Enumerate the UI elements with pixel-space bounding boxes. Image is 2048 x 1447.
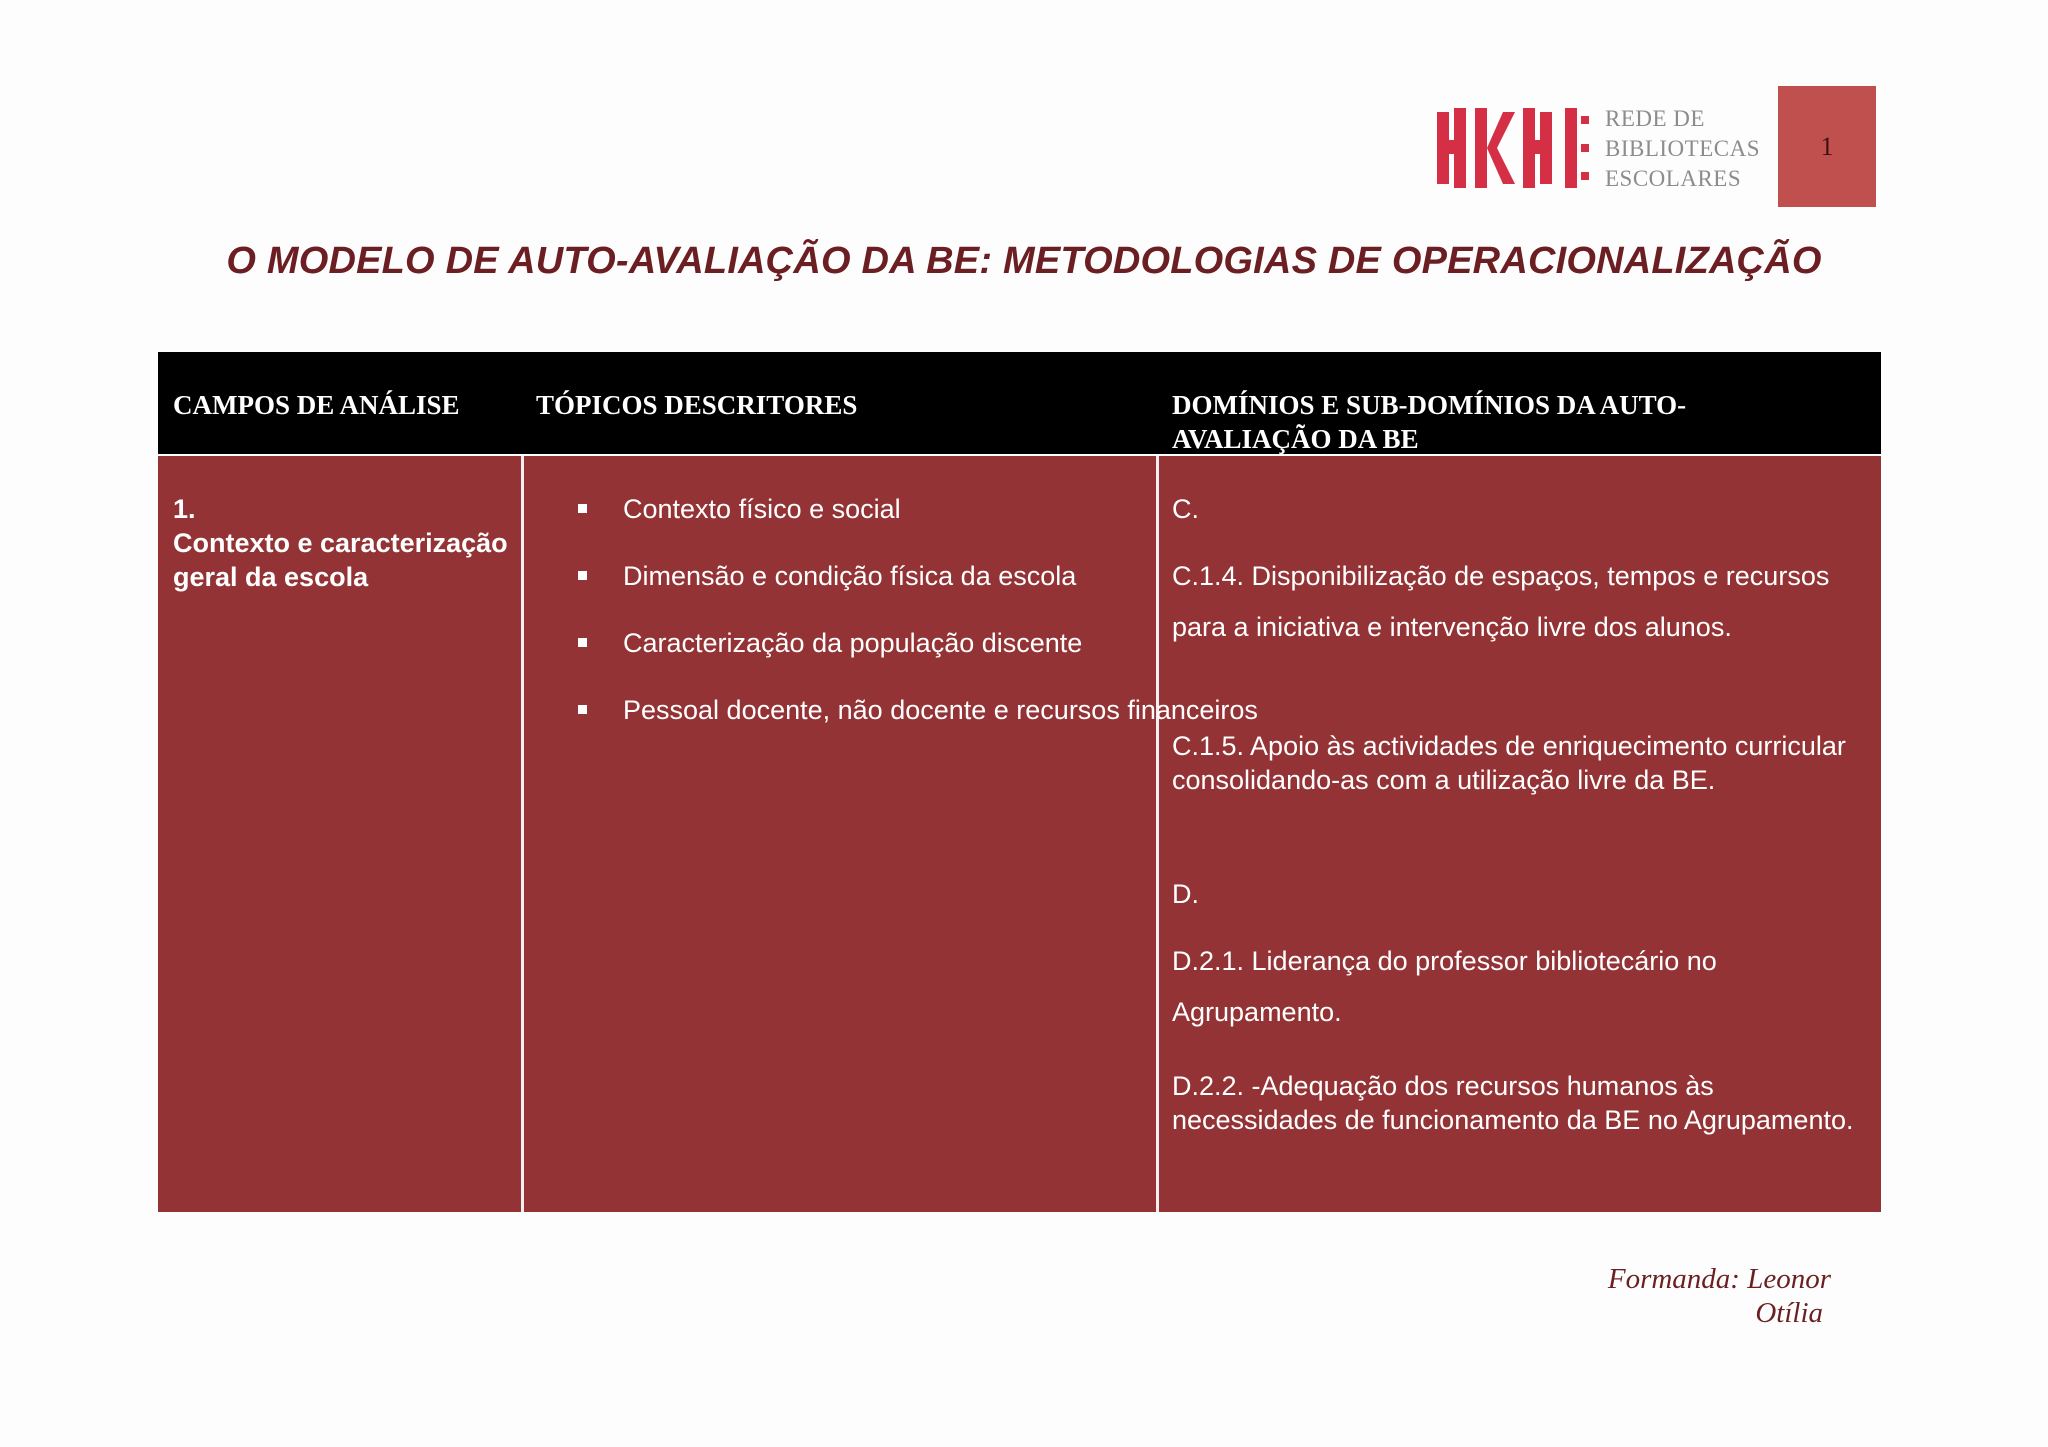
campo-cell [173, 492, 513, 594]
header-topicos: TÓPICOS DESCRITORES [536, 390, 858, 420]
page-title: O MODELO DE AUTO-AVALIAÇÃO DA BE: METODOLOGIAS DE OPERACIONALIZAÇÃO [226, 240, 1822, 282]
dominio-item: C.1.4. Disponibilização de espaços, tempos e recursos para a iniciativa e intervenção livre dos alunos. [1172, 561, 1830, 642]
author-line-2: Otília [1755, 1297, 1823, 1329]
square-bullet-icon [578, 504, 587, 513]
table-header [158, 352, 1881, 454]
square-bullet-icon [578, 571, 587, 580]
topico-text: Pessoal docente, não docente e recursos financeiros [623, 695, 1258, 725]
table-row [158, 456, 1881, 1212]
dominio-item: D.2.2. -Adequação dos recursos humanos às necessidades de funcionamento da BE no Agrupamento. [1172, 1071, 1854, 1135]
rbe-logo [1437, 104, 1767, 196]
column-divider [521, 456, 524, 1212]
rbe-logo-text [1605, 104, 1775, 194]
page-number-badge [1778, 86, 1876, 207]
rbe-logo-mark-icon [1437, 108, 1589, 188]
dominio-item: D.2.1. Liderança do professor bibliotecário no Agrupamento. [1172, 946, 1717, 1027]
dominio-item: D. [1172, 879, 1199, 909]
author-line-1: Formanda: Leonor [1607, 1263, 1831, 1295]
topico-text: Dimensão e condição física da escola [623, 561, 1077, 591]
topico-text: Caracterização da população discente [623, 628, 1083, 658]
page-number: 1 [1820, 131, 1834, 161]
topico-text: Contexto físico e social [623, 494, 901, 524]
campo-title: Contexto e caracterização geral da escola [173, 528, 508, 592]
header-campos: CAMPOS DE ANÁLISE [173, 390, 460, 420]
dominio-item: C.1.5. Apoio às actividades de enriquecimento curricular consolidando-as com a utilização livre da BE. [1172, 731, 1846, 795]
analysis-table [158, 352, 1881, 1212]
author-credit [1500, 1262, 1831, 1330]
logo-line-2: BIBLIOTECAS [1605, 136, 1760, 161]
campo-number: 1. [173, 494, 196, 524]
square-bullet-icon [578, 705, 587, 714]
logo-line-1: REDE DE [1605, 106, 1705, 131]
dominio-item: C. [1172, 494, 1199, 524]
header-dominios: DOMÍNIOS E SUB-DOMÍNIOS DA AUTO-AVALIAÇÃO DA BE [1172, 390, 1687, 454]
square-bullet-icon [578, 638, 587, 647]
logo-line-3: ESCOLARES [1605, 166, 1742, 191]
